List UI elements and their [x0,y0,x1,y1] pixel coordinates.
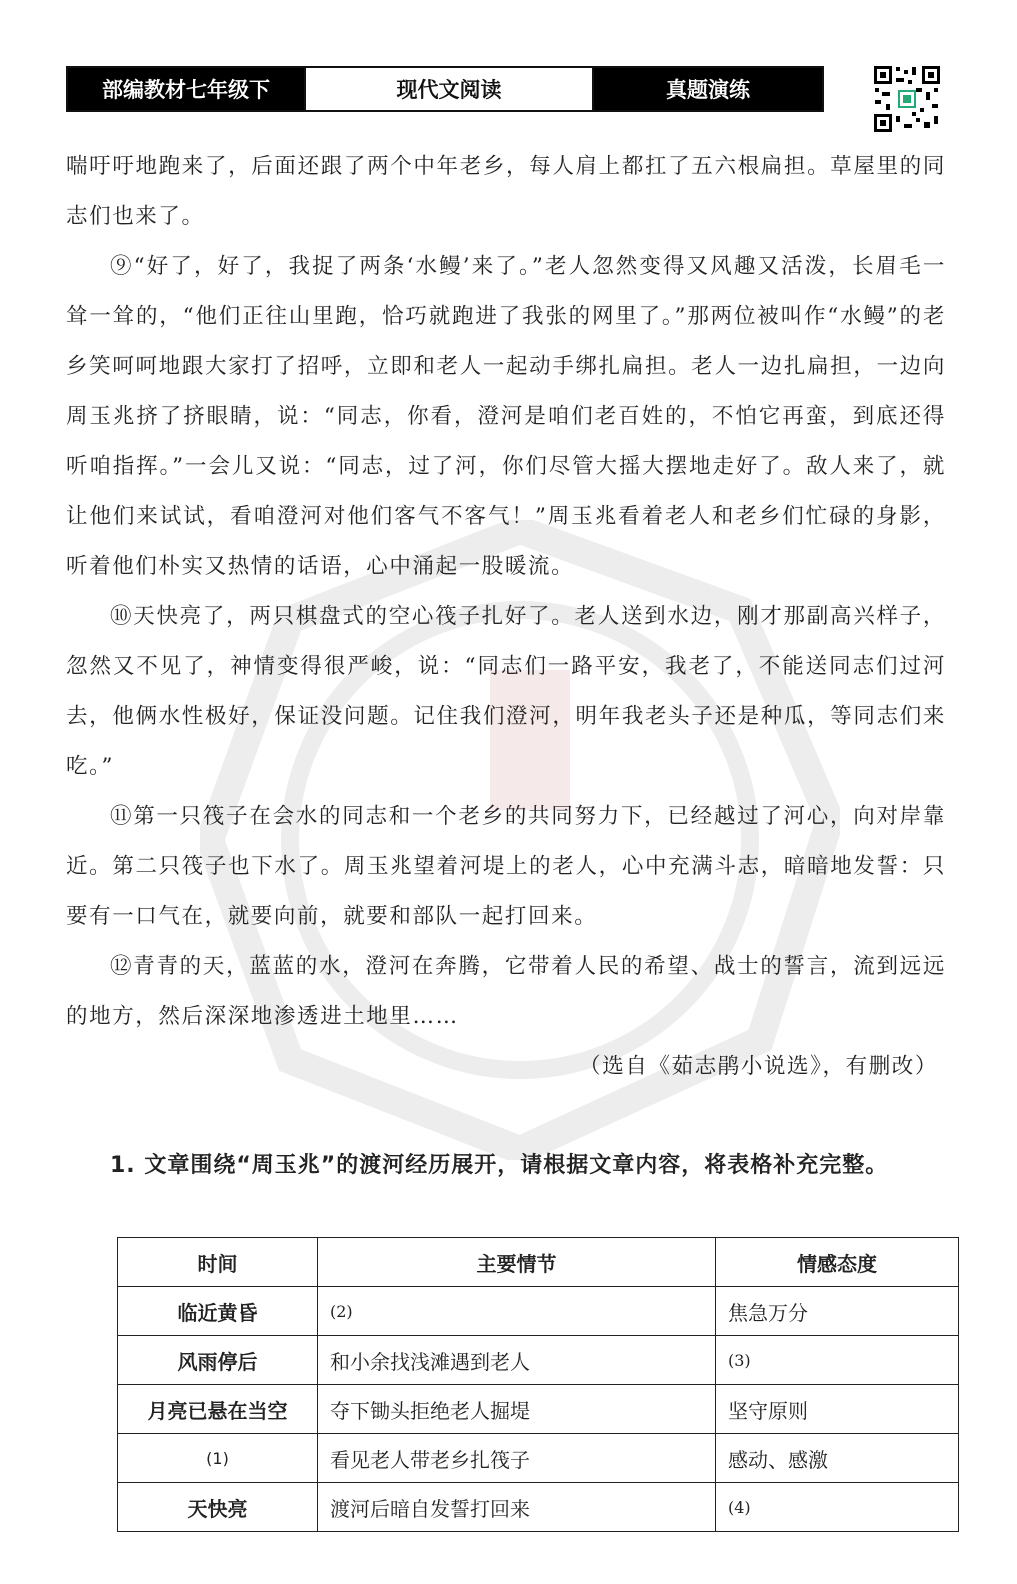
cell-plot-blank: (2) [318,1287,716,1336]
table-row [118,1483,959,1532]
question-number: 1. [110,1153,136,1178]
header-bar [66,66,824,112]
plot-table [117,1237,959,1532]
table-row [118,1287,959,1336]
cell-time: 天快亮 [118,1483,318,1532]
table-row [118,1385,959,1434]
cell-plot: 和小余找浅滩遇到老人 [318,1336,716,1385]
paragraph-10: ⑩天快亮了，两只棋盘式的空心筏子扎好了。老人送到水边，刚才那副高兴样子，忽然又不见了，神情变得很严峻，说：“同志们一路平安，我老了，不能送同志们过河去，他俩水性极好，保证没问题。记住我们澄河，明年我老头子还是种瓜，等同志们来吃。” [66,604,946,779]
cell-emotion: 感动、感激 [716,1434,959,1483]
cell-emotion-blank: (4) [716,1483,959,1532]
table-row [118,1336,959,1385]
cell-plot: 看见老人带老乡扎筏子 [318,1434,716,1483]
cell-time-blank: (1) [118,1434,318,1483]
cell-emotion: 焦急万分 [716,1287,959,1336]
table-header-row [118,1238,959,1287]
question-1 [66,1140,946,1192]
header-section: 真题演练 [594,68,822,110]
cell-plot: 夺下锄头拒绝老人掘堤 [318,1385,716,1434]
cell-plot: 渡河后暗自发誓打回来 [318,1483,716,1532]
column-header-time: 时间 [118,1238,318,1287]
source-citation: （选自《茹志鹃小说选》，有删改） [579,1054,938,1079]
table-row [118,1434,959,1483]
column-header-plot: 主要情节 [318,1238,716,1287]
paragraph-continued: 喘吁吁地跑来了，后面还跟了两个中年老乡，每人肩上都扛了五六根扁担。草屋里的同志们也来了。 [66,154,946,229]
header-grade: 部编教材七年级下 [68,68,304,110]
column-header-emotion: 情感态度 [716,1238,959,1287]
paragraph-9: ⑨“好了，好了，我捉了两条‘水鳗’来了。”老人忽然变得又风趣又活泼，长眉毛一耸一耸的，“他们正往山里跑，恰巧就跑进了我张的网里了。”那两位被叫作“水鳗”的老乡笑呵呵地跟大家打了招呼，立即和老人一起动手绑扎扁担。老人一边扎扁担，一边向周玉兆挤了挤眼睛，说：“同志，你看，澄河是咱们老百姓的，不怕它再蛮，到底还得听咱指挥。”一会儿又说：“同志，过了河，你们尽管大摇大摆地走好了。敌人来了，就让他们来试试，看咱澄河对他们客气不客气！”周玉兆看着老人和老乡们忙碌的身影，听着他们朴实又热情的话语，心中涌起一股暖流。 [66,254,946,579]
paragraph-11: ⑪第一只筏子在会水的同志和一个老乡的共同努力下，已经越过了河心，向对岸靠近。第二只筏子也下水了。周玉兆望着河堤上的老人，心中充满斗志，暗暗地发誓：只要有一口气在，就要向前，就要和部队一起打回来。 [66,804,946,929]
header-subject: 现代文阅读 [304,68,594,110]
article-body [66,142,946,1092]
cell-time: 风雨停后 [118,1336,318,1385]
paragraph-12: ⑫青青的天，蓝蓝的水，澄河在奔腾，它带着人民的希望、战士的誓言，流到远远的地方，然后深深地渗透进土地里…… [66,954,946,1029]
cell-emotion-blank: (3) [716,1336,959,1385]
question-text: 文章围绕“周玉兆”的渡河经历展开，请根据文章内容，将表格补充完整。 [144,1153,889,1178]
qr-code-icon [872,64,942,134]
cell-time: 月亮已悬在当空 [118,1385,318,1434]
cell-emotion: 坚守原则 [716,1385,959,1434]
cell-time: 临近黄昏 [118,1287,318,1336]
